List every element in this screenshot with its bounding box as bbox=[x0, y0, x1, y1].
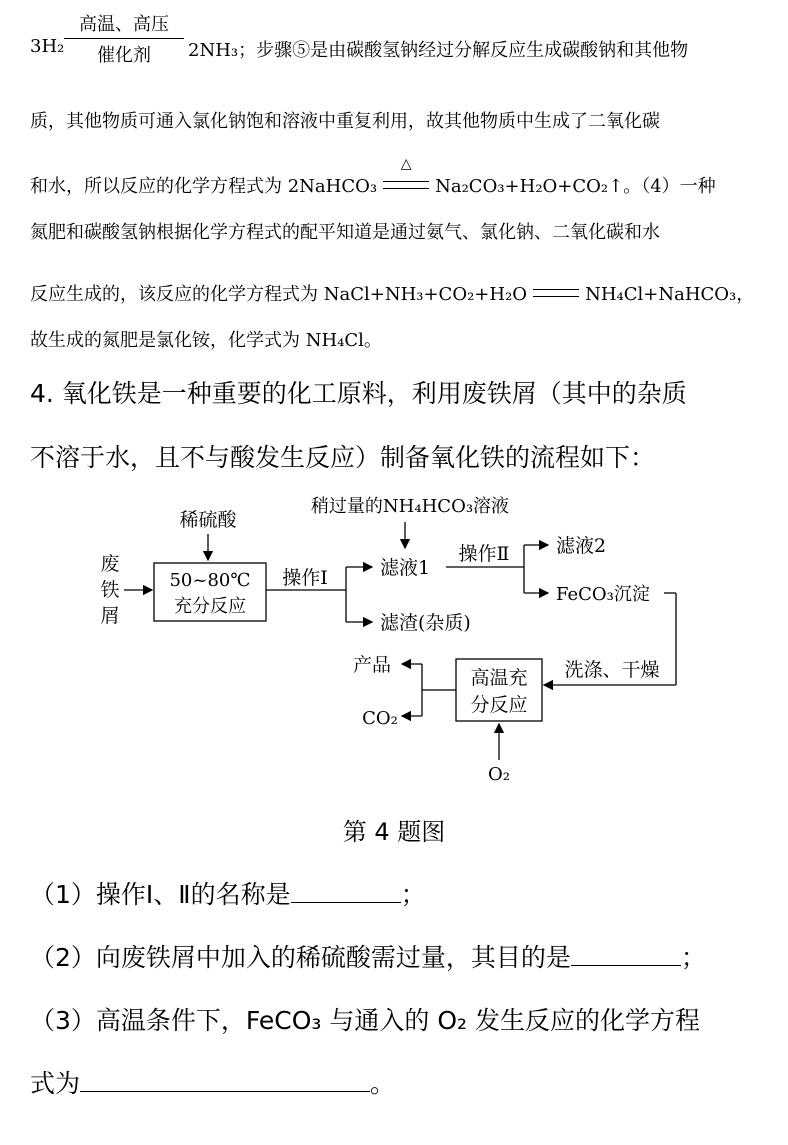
question-line-1: 4. 氧化铁是一种重要的化工原料，利用废铁屑（其中的杂质 bbox=[30, 379, 687, 408]
subquestion-1 bbox=[30, 875, 426, 911]
reactor-reaction: 充分反应 bbox=[174, 596, 246, 617]
figure-caption: 第 4 题图 bbox=[342, 818, 446, 846]
equation-left: 反应生成的，该反应的化学方程式为 NaCl+NH₃+CO₂+H₂O bbox=[30, 284, 528, 305]
punctuation: ； bbox=[400, 880, 426, 909]
equation-right: NH₄Cl+NaHCO₃， bbox=[585, 284, 755, 305]
product-label: 产品 bbox=[352, 654, 392, 676]
condition-top: 高温、高压 bbox=[79, 14, 169, 35]
delta-symbol: △ bbox=[400, 156, 412, 172]
equation-left: 3H₂ bbox=[30, 36, 65, 57]
punctuation: ； bbox=[680, 943, 706, 972]
answer-blank-2[interactable] bbox=[571, 965, 681, 966]
solution-line-4: 氮肥和碳酸氢钠根据化学方程式的配平知道是通过氨气、氯化钠、二氧化碳和水 bbox=[30, 222, 660, 243]
solution-line-6: 故生成的氮肥是氯化铵，化学式为 NH₄Cl。 bbox=[30, 330, 382, 351]
furnace-line-2: 分反应 bbox=[470, 694, 528, 716]
solution-line-1 bbox=[30, 36, 64, 57]
operation-1-label: 操作Ⅰ bbox=[282, 567, 328, 589]
waste-iron-char-2: 铁 bbox=[100, 579, 120, 601]
solution-line-2: 质，其他物质可通入氯化钠饱和溶液中重复利用，故其他物质中生成了二氧化碳 bbox=[30, 111, 660, 132]
furnace-line-1: 高温充 bbox=[470, 667, 528, 689]
equals-sign bbox=[533, 289, 579, 297]
operation-2-label: 操作Ⅱ bbox=[458, 543, 510, 565]
answer-blank-1[interactable] bbox=[291, 902, 401, 903]
subquestion-3-cont bbox=[30, 1064, 395, 1100]
waste-iron-char-3: 屑 bbox=[100, 605, 120, 627]
wash-dry-label: 洗涤、干燥 bbox=[564, 659, 660, 681]
solution-line-1-right: 2NH₃；步骤⑤是由碳酸氢钠经过分解反应生成碳酸钠和其他物 bbox=[188, 40, 689, 61]
subquestion-1-text: （1）操作Ⅰ、Ⅱ的名称是 bbox=[30, 880, 291, 909]
reaction-condition bbox=[64, 10, 184, 67]
answer-blank-3[interactable] bbox=[80, 1091, 370, 1092]
equation-right: Na₂CO₃+H₂O+CO₂↑。（4）一种 bbox=[435, 176, 716, 197]
co2-label: CO₂ bbox=[362, 708, 398, 729]
reactor-temp: 50~80℃ bbox=[169, 570, 251, 591]
waste-iron-char-1: 废 bbox=[100, 553, 120, 575]
precipitate-label: FeCO₃沉淀 bbox=[556, 584, 650, 605]
solution-line-5 bbox=[30, 280, 754, 306]
reaction-bar bbox=[64, 38, 184, 39]
filtrate-2-label: 滤液2 bbox=[556, 535, 607, 557]
subquestion-3-cont-text: 式为 bbox=[30, 1069, 81, 1098]
filtrate-1-label: 滤液1 bbox=[380, 557, 431, 579]
equation-left: 和水，所以反应的化学方程式为 2NaHCO₃ bbox=[30, 176, 378, 197]
question-line-2: 不溶于水，且不与酸发生反应）制备氧化铁的流程如下： bbox=[30, 443, 656, 472]
subquestion-2 bbox=[30, 938, 706, 974]
heat-equals bbox=[377, 156, 435, 197]
reagent-label: 稍过量的NH₄HCO₃溶液 bbox=[310, 496, 510, 517]
subquestion-3: （3）高温条件下，FeCO₃ 与通入的 O₂ 发生反应的化学方程 bbox=[30, 1006, 700, 1035]
dilute-acid-label: 稀硫酸 bbox=[179, 509, 237, 531]
solution-line-3 bbox=[30, 156, 716, 198]
o2-label: O₂ bbox=[488, 764, 510, 785]
punctuation: 。 bbox=[370, 1069, 396, 1098]
subquestion-2-text: （2）向废铁屑中加入的稀硫酸需过量，其目的是 bbox=[30, 943, 571, 972]
residue-label: 滤渣(杂质) bbox=[380, 612, 471, 634]
flowchart bbox=[0, 490, 788, 810]
condition-bottom: 催化剂 bbox=[97, 45, 151, 66]
